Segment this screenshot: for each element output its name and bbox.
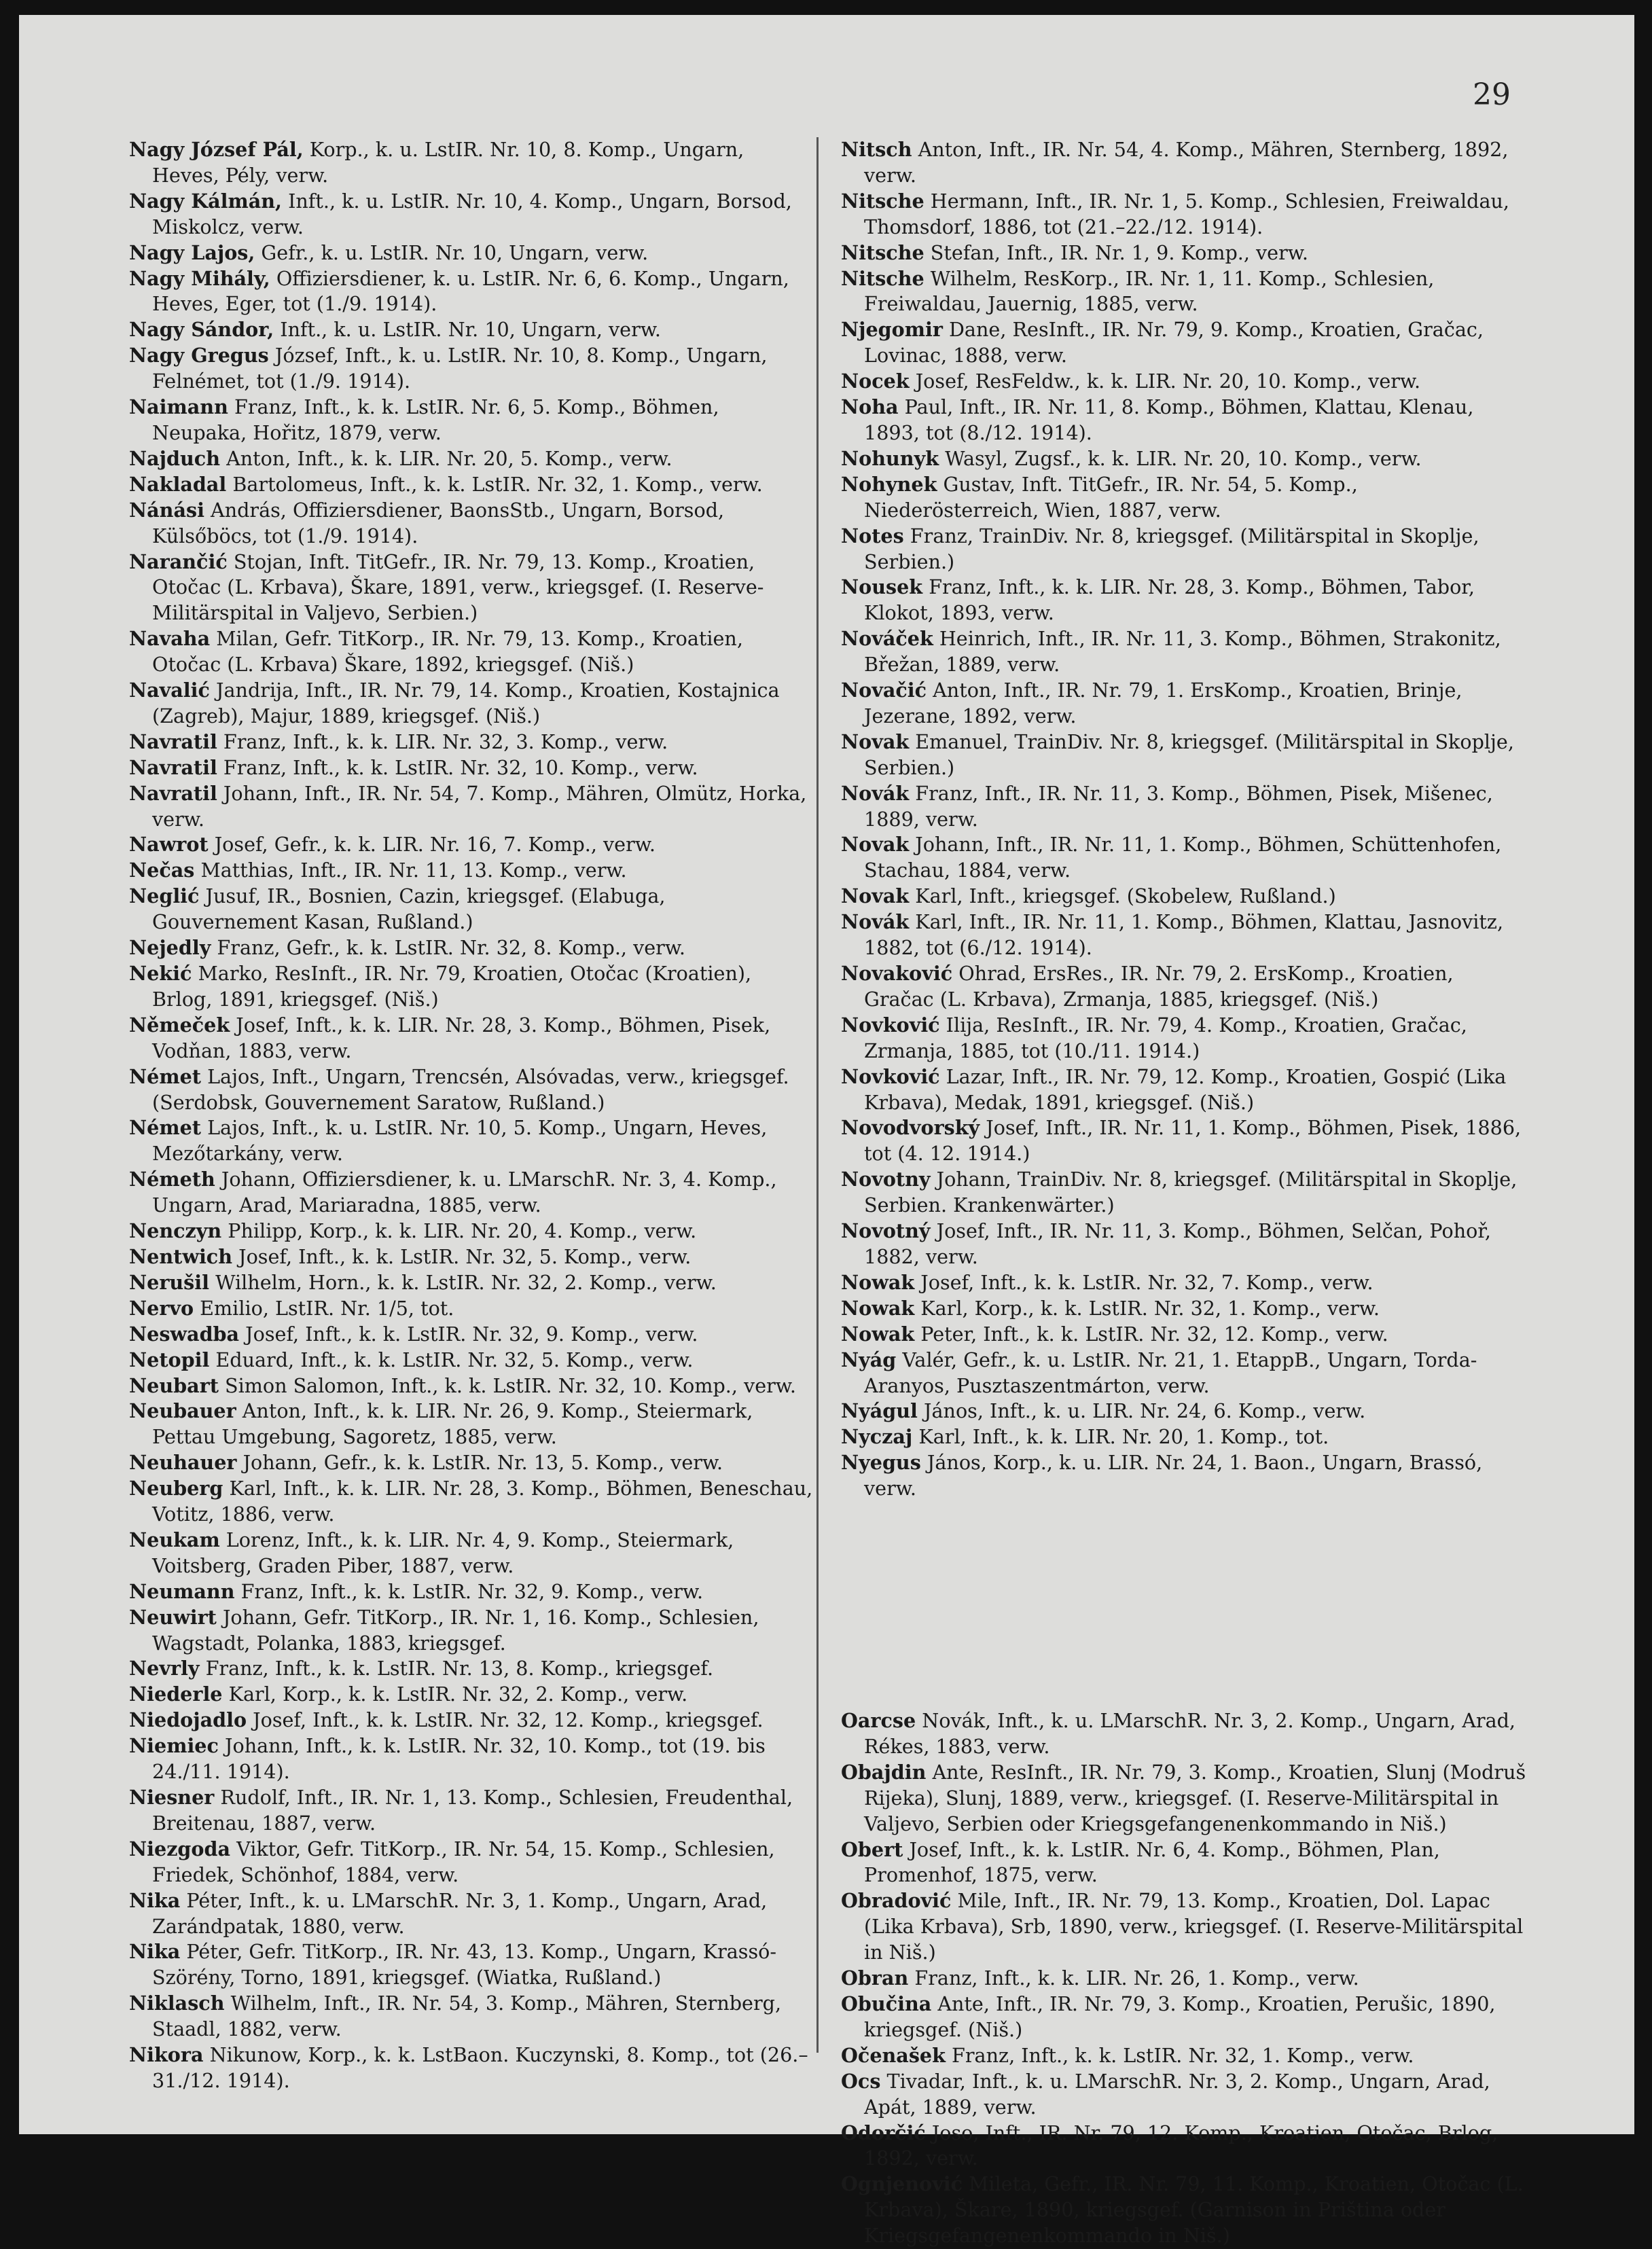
entry-surname: Nagy Gregus <box>129 344 269 367</box>
section-gap <box>841 1502 1528 1708</box>
entry-surname: Nowak <box>841 1322 915 1346</box>
entry-surname: Neuwirt <box>129 1605 217 1629</box>
list-entry <box>841 884 1528 910</box>
entry-details: Lorenz, Inft., k. k. LIR. Nr. 4, 9. Komp., Steiermark, Voitsberg, Graden Piber, 1887, verw. <box>152 1528 734 1577</box>
entry-surname: Nečas <box>129 859 195 882</box>
entry-details: Anton, Inft., IR. Nr. 54, 4. Komp., Mähren, Sternberg, 1892, verw. <box>864 138 1509 187</box>
list-entry <box>129 1399 816 1450</box>
entry-details: Wasyl, Zugsf., k. k. LIR. Nr. 20, 10. Komp., verw. <box>939 446 1422 470</box>
list-entry <box>841 137 1528 189</box>
list-entry <box>841 678 1528 730</box>
entry-details: Novák, Inft., k. u. LMarschR. Nr. 3, 2. Komp., Ungarn, Arad, Rékes, 1883, verw. <box>864 1709 1516 1758</box>
entry-surname: Nocek <box>841 370 910 393</box>
entry-details: Johann, TrainDiv. Nr. 8, kriegsgef. (Militärspital in Skoplje, Serbien. Krankenwärter.) <box>864 1168 1518 1217</box>
list-entry <box>841 626 1528 678</box>
list-entry <box>841 446 1528 472</box>
list-entry <box>129 1656 816 1682</box>
list-entry <box>129 961 816 1013</box>
list-entry <box>129 884 816 935</box>
entry-surname: Nawrot <box>129 833 209 857</box>
entry-details: Karl, Inft., IR. Nr. 11, 1. Komp., Böhmen, Klattau, Jasnovitz, 1882, tot (6./12. 1914). <box>864 910 1504 960</box>
list-entry <box>129 1270 816 1296</box>
list-entry <box>841 1424 1528 1450</box>
entry-surname: Nikora <box>129 2043 204 2067</box>
right-column-bottom <box>841 1708 1528 2249</box>
entry-surname: Njegomir <box>841 318 943 342</box>
list-entry <box>129 832 816 858</box>
entry-surname: Niezgoda <box>129 1837 231 1860</box>
right-column-top <box>841 137 1528 1502</box>
list-entry <box>129 1785 816 1837</box>
entry-surname: Navratil <box>129 781 217 805</box>
entry-details: Lajos, Inft., Ungarn, Trencsén, Alsóvadas, verw., kriegsgef. (Serdobsk, Gouvernement Saratow, Rußland.) <box>152 1064 789 1114</box>
list-entry <box>129 1579 816 1605</box>
list-entry <box>129 1888 816 1940</box>
entry-details: Milan, Gefr. TitKorp., IR. Nr. 79, 13. Komp., Kroatien, Otočac (L. Krbava) Škare, 1892, kriegsgef. (Niš.) <box>152 627 743 677</box>
entry-details: Jusuf, IR., Bosnien, Cazin, kriegsgef. (Elabuga, Gouvernement Kasan, Rußland.) <box>152 884 666 934</box>
entry-surname: Nika <box>129 1940 181 1964</box>
list-entry <box>841 1837 1528 1889</box>
entry-surname: Ocs <box>841 2069 881 2093</box>
list-entry <box>841 1013 1528 1064</box>
list-entry <box>129 755 816 781</box>
entry-surname: Niklasch <box>129 1992 225 2015</box>
list-entry <box>129 498 816 550</box>
list-entry <box>841 1966 1528 1992</box>
list-entry <box>841 575 1528 626</box>
list-entry <box>841 524 1528 575</box>
entry-surname: Novotny <box>841 1168 931 1191</box>
list-entry <box>129 730 816 755</box>
entry-surname: Neubart <box>129 1373 219 1397</box>
list-entry <box>841 1708 1528 1760</box>
list-entry <box>129 781 816 833</box>
entry-details: János, Korp., k. u. LIR. Nr. 24, 1. Baon., Ungarn, Brassó, verw. <box>864 1451 1483 1500</box>
entry-surname: Novodvorský <box>841 1116 980 1140</box>
entry-details: Wilhelm, Inft., IR. Nr. 54, 3. Komp., Mähren, Sternberg, Staadl, 1882, verw. <box>152 1992 782 2041</box>
list-entry <box>841 1064 1528 1116</box>
entry-details: Peter, Inft., k. k. LstIR. Nr. 32, 12. Komp., verw. <box>914 1322 1388 1346</box>
entry-details: Hermann, Inft., IR. Nr. 1, 5. Komp., Schlesien, Freiwaldau, Thomsdorf, 1886, tot (21.–22./12. 1914). <box>864 189 1510 238</box>
entry-details: Korp., k. u. LstIR. Nr. 10, 8. Komp., Ungarn, Heves, Pély, verw. <box>152 138 744 187</box>
entry-surname: Nánási <box>129 498 204 522</box>
entry-surname: Nyczaj <box>841 1425 913 1449</box>
entry-details: Josef, Inft., k. k. LIR. Nr. 28, 3. Komp., Böhmen, Pisek, Vodňan, 1883, verw. <box>152 1013 771 1062</box>
list-entry <box>129 189 816 240</box>
entry-surname: Oarcse <box>841 1709 916 1733</box>
entry-surname: Niederle <box>129 1683 223 1706</box>
entry-surname: Nevrly <box>129 1657 200 1680</box>
list-entry <box>841 2172 1528 2249</box>
list-entry <box>129 1244 816 1270</box>
entry-details: Franz, Inft., k. k. LIR. Nr. 28, 3. Komp., Böhmen, Tabor, Klokot, 1893, verw. <box>864 575 1475 625</box>
entry-surname: Novak <box>841 884 910 908</box>
entry-surname: Novak <box>841 730 910 753</box>
entry-details: Ohrad, ErsRes., IR. Nr. 79, 2. ErsKomp., Kroatien, Gračac (L. Krbava), Zrmanja, 1885, kriegsgef. (Niš.) <box>864 962 1454 1011</box>
entry-surname: Németh <box>129 1168 215 1191</box>
entry-surname: Nousek <box>841 575 923 599</box>
entry-surname: Niedojadlo <box>129 1708 247 1732</box>
entry-surname: Navalić <box>129 679 210 702</box>
entry-surname: Neukam <box>129 1528 220 1551</box>
entry-details: Mileta, Gefr., IR. Nr. 79, 11. Komp., Kroatien, Otočac (L. Krbava), Škare, 1890, kriegsgef. (Garnison in Priština oder Kriegsgefangenenkommando in Niš.) <box>864 2172 1524 2248</box>
entry-details: Lajos, Inft., k. u. LstIR. Nr. 10, 5. Komp., Ungarn, Heves, Mezőtarkány, verw. <box>152 1116 768 1166</box>
entry-surname: Obradović <box>841 1889 952 1913</box>
list-entry <box>129 550 816 627</box>
list-entry <box>129 935 816 961</box>
entry-details: Josef, Inft., IR. Nr. 11, 3. Komp., Böhmen, Selčan, Pohoř, 1882, verw. <box>864 1219 1491 1268</box>
entry-surname: Nerušil <box>129 1270 210 1294</box>
column-divider <box>816 137 819 2053</box>
entry-surname: Novačić <box>841 679 927 702</box>
entry-details: Eduard, Inft., k. k. LstIR. Nr. 32, 5. Komp., verw. <box>209 1348 694 1371</box>
entry-details: Tivadar, Inft., k. u. LMarschR. Nr. 3, 2. Komp., Ungarn, Arad, Apát, 1889, verw. <box>864 2069 1490 2119</box>
entry-surname: Nowak <box>841 1270 915 1294</box>
entry-surname: Nejedly <box>129 936 211 960</box>
entry-surname: Novak <box>841 833 910 857</box>
list-entry <box>129 1939 816 1991</box>
entry-surname: Novković <box>841 1064 940 1088</box>
entry-details: Viktor, Gefr. TitKorp., IR. Nr. 54, 15. Komp., Schlesien, Friedek, Schönhof, 1884, verw. <box>152 1837 775 1886</box>
entry-surname: Nekić <box>129 962 192 985</box>
entry-details: Ante, ResInft., IR. Nr. 79, 3. Komp., Kroatien, Slunj (Modruš Rijeka), Slunj, 1889, verw., kriegsgef. (I. Reserve-Militärspital in Valjevo, Serbien oder Kriegsgefangenenkommando in Niš.) <box>864 1760 1526 1835</box>
entry-details: Josef, Inft., k. k. LstIR. Nr. 32, 9. Komp., verw. <box>239 1322 698 1346</box>
entry-surname: Neuberg <box>129 1477 223 1500</box>
entry-surname: Nyág <box>841 1348 897 1371</box>
list-entry <box>841 730 1528 781</box>
entry-surname: Novák <box>841 910 910 934</box>
entry-surname: Nenczyn <box>129 1219 222 1243</box>
list-entry <box>841 832 1528 884</box>
entry-details: Jandrija, Inft., IR. Nr. 79, 14. Komp., Kroatien, Kostajnica (Zagreb), Majur, 1889, kriegsgef. (Niš.) <box>152 679 780 727</box>
page-number: 29 <box>1473 77 1511 112</box>
list-entry <box>129 472 816 498</box>
entry-surname: Novotný <box>841 1219 931 1243</box>
entry-surname: Neumann <box>129 1579 235 1603</box>
entry-details: Joso, Inft., IR. Nr. 79, 12. Komp., Kroatien, Otočac, Brlog, 1892, verw. <box>864 2121 1498 2170</box>
list-entry <box>129 1219 816 1244</box>
list-entry <box>129 1605 816 1657</box>
entry-details: Emilio, LstIR. Nr. 1/5, tot. <box>194 1296 454 1320</box>
entry-details: Franz, Inft., k. k. LstIR. Nr. 13, 8. Komp., kriegsgef. <box>199 1657 714 1680</box>
entry-surname: Narančić <box>129 550 228 573</box>
entry-details: Nikunow, Korp., k. k. LstBaon. Kuczynski, 8. Komp., tot (26.–31./12. 1914). <box>152 2043 808 2092</box>
entry-details: Karl, Korp., k. k. LstIR. Nr. 32, 2. Komp., verw. <box>222 1683 688 1706</box>
entry-details: Gustav, Inft. TitGefr., IR. Nr. 54, 5. Komp., Niederösterreich, Wien, 1887, verw. <box>864 472 1358 522</box>
entry-surname: Nitsche <box>841 266 924 290</box>
entry-details: Péter, Inft., k. u. LMarschR. Nr. 3, 1. Komp., Ungarn, Arad, Zarándpatak, 1880, verw. <box>152 1888 768 1938</box>
list-entry <box>841 1296 1528 1322</box>
entry-surname: Nagy József Pál, <box>129 138 304 161</box>
entry-surname: Nika <box>129 1888 181 1912</box>
entry-details: Simon Salomon, Inft., k. k. LstIR. Nr. 32, 10. Komp., verw. <box>218 1373 796 1397</box>
list-entry <box>129 240 816 266</box>
entry-surname: Obajdin <box>841 1760 927 1784</box>
list-entry <box>841 1167 1528 1219</box>
list-entry <box>129 1682 816 1708</box>
scanned-page <box>19 15 1634 2248</box>
entry-surname: Obran <box>841 1966 909 1990</box>
entry-details: Franz, Inft., k. k. LIR. Nr. 26, 1. Komp., verw. <box>908 1966 1359 1990</box>
entry-details: Rudolf, Inft., IR. Nr. 1, 13. Komp., Schlesien, Freudenthal, Breitenau, 1887, verw. <box>152 1786 793 1835</box>
entry-details: Stojan, Inft. TitGefr., IR. Nr. 79, 13. Komp., Kroatien, Otočac (L. Krbava), Škare, 1891, verw., kriegsgef. (I. Reserve-Militärspital in Valjevo, Serbien.) <box>152 550 764 625</box>
entry-surname: Nagy Kálmán, <box>129 189 282 213</box>
entry-surname: Notes <box>841 524 904 547</box>
entry-surname: Novák <box>841 781 910 805</box>
entry-surname: Nervo <box>129 1296 194 1320</box>
entry-surname: Nitsch <box>841 138 912 161</box>
entry-surname: Noha <box>841 395 899 419</box>
entry-details: Josef, Inft., k. k. LstIR. Nr. 32, 5. Komp., verw. <box>232 1244 692 1268</box>
list-entry <box>841 1219 1528 1270</box>
list-entry <box>841 395 1528 446</box>
entry-details: Philipp, Korp., k. k. LIR. Nr. 20, 4. Komp., verw. <box>221 1219 697 1243</box>
entry-surname: Nakladal <box>129 472 227 496</box>
entry-details: András, Offiziersdiener, BaonsStb., Ungarn, Borsod, Külsőböcs, tot (1./9. 1914). <box>152 498 725 547</box>
entry-details: Josef, Inft., k. k. LstIR. Nr. 32, 12. Komp., kriegsgef. <box>247 1708 764 1732</box>
entry-surname: Nagy Mihály, <box>129 266 270 290</box>
entry-surname: Nohynek <box>841 472 937 496</box>
entry-surname: Novković <box>841 1013 940 1037</box>
list-entry <box>841 2069 1528 2121</box>
entry-details: Franz, Inft., k. k. LIR. Nr. 32, 3. Komp., verw. <box>217 730 668 753</box>
entry-details: Franz, Inft., k. k. LstIR. Nr. 32, 1. Komp., verw. <box>945 2043 1414 2067</box>
entry-surname: Nitsche <box>841 189 924 213</box>
entry-details: Ante, Inft., IR. Nr. 79, 3. Komp., Kroatien, Perušic, 1890, kriegsgef. (Niš.) <box>864 1992 1496 2041</box>
entry-details: Johann, Inft., IR. Nr. 54, 7. Komp., Mähren, Olmütz, Horka, verw. <box>152 781 807 831</box>
entry-surname: Nagy Sándor, <box>129 318 274 342</box>
list-entry <box>841 1992 1528 2043</box>
list-entry <box>129 1373 816 1399</box>
list-entry <box>841 240 1528 266</box>
list-entry <box>129 1708 816 1733</box>
entry-details: Josef, Inft., k. k. LstIR. Nr. 32, 7. Komp., verw. <box>914 1270 1373 1294</box>
list-entry <box>129 1013 816 1064</box>
entry-details: Ilija, ResInft., IR. Nr. 79, 4. Komp., Kroatien, Gračac, Zrmanja, 1885, tot (10./11. 1914.) <box>864 1013 1467 1062</box>
list-entry <box>841 266 1528 318</box>
entry-details: Karl, Inft., k. k. LIR. Nr. 20, 1. Komp., tot. <box>912 1425 1329 1449</box>
entry-surname: Niemiec <box>129 1734 219 1758</box>
list-entry <box>841 1322 1528 1348</box>
list-entry <box>841 2121 1528 2172</box>
entry-details: Dane, ResInft., IR. Nr. 79, 9. Komp., Kroatien, Gračac, Lovinac, 1888, verw. <box>864 318 1484 367</box>
list-entry <box>841 472 1528 524</box>
entry-details: Anton, Inft., k. k. LIR. Nr. 26, 9. Komp., Steiermark, Pettau Umgebung, Sagoretz, 1885, verw. <box>152 1399 753 1449</box>
list-entry <box>841 317 1528 369</box>
entry-details: Anton, Inft., k. k. LIR. Nr. 20, 5. Komp., verw. <box>220 446 672 470</box>
entry-details: Karl, Inft., k. k. LIR. Nr. 28, 3. Komp., Böhmen, Beneschau, Votitz, 1886, verw. <box>152 1477 813 1526</box>
left-column <box>129 137 816 2094</box>
entry-details: Lazar, Inft., IR. Nr. 79, 12. Komp., Kroatien, Gospić (Lika Krbava), Medak, 1891, kriegsgef. (Niš.) <box>864 1064 1507 1114</box>
list-entry <box>841 1888 1528 1966</box>
entry-details: Johann, Inft., IR. Nr. 11, 1. Komp., Böhmen, Schüttenhofen, Stachau, 1884, verw. <box>864 833 1502 882</box>
entry-details: Johann, Gefr., k. k. LstIR. Nr. 13, 5. Komp., verw. <box>236 1451 723 1475</box>
entry-surname: Neswadba <box>129 1322 240 1346</box>
entry-surname: Német <box>129 1116 201 1140</box>
entry-details: Inft., k. u. LstIR. Nr. 10, Ungarn, verw. <box>274 318 661 342</box>
entry-surname: Neubauer <box>129 1399 236 1423</box>
entry-details: Karl, Inft., kriegsgef. (Skobelew, Rußland.) <box>909 884 1336 908</box>
entry-surname: Obert <box>841 1837 903 1861</box>
entry-details: Josef, Inft., k. k. LstIR. Nr. 6, 4. Komp., Böhmen, Plan, Promenhof, 1875, verw. <box>864 1837 1440 1887</box>
entry-details: Franz, TrainDiv. Nr. 8, kriegsgef. (Militärspital in Skoplje, Serbien.) <box>864 524 1479 573</box>
entry-details: Valér, Gefr., k. u. LstIR. Nr. 21, 1. EtappB., Ungarn, Torda-Aranyos, Pusztaszentmárton, verw. <box>864 1348 1477 1397</box>
entry-details: János, Inft., k. u. LIR. Nr. 24, 6. Komp., verw. <box>917 1399 1366 1423</box>
list-entry <box>841 1760 1528 1837</box>
entry-surname: Navaha <box>129 627 211 651</box>
list-entry <box>129 1167 816 1219</box>
list-entry <box>129 1064 816 1116</box>
list-entry <box>129 1348 816 1373</box>
right-column <box>841 137 1528 2249</box>
list-entry <box>841 1270 1528 1296</box>
entry-surname: Navratil <box>129 755 217 779</box>
entry-details: Franz, Inft., k. k. LstIR. Nr. 32, 10. Komp., verw. <box>217 755 698 779</box>
entry-details: Karl, Korp., k. k. LstIR. Nr. 32, 1. Komp., verw. <box>914 1296 1380 1320</box>
entry-surname: Navratil <box>129 730 217 753</box>
list-entry <box>129 626 816 678</box>
list-entry <box>129 446 816 472</box>
entry-surname: Naimann <box>129 395 228 419</box>
entry-details: Josef, Inft., IR. Nr. 11, 1. Komp., Böhmen, Pisek, 1886, tot (4. 12. 1914.) <box>864 1116 1522 1166</box>
entry-surname: Novaković <box>841 962 953 985</box>
list-entry <box>841 2043 1528 2069</box>
entry-surname: Obučina <box>841 1992 932 2015</box>
entry-details: Franz, Gefr., k. k. LstIR. Nr. 32, 8. Komp., verw. <box>211 936 686 960</box>
entry-details: Péter, Gefr. TitKorp., IR. Nr. 43, 13. Komp., Ungarn, Krassó-Szörény, Torno, 1891, kriegsgef. (Wiatka, Rußland.) <box>152 1940 777 1990</box>
entry-surname: Očenašek <box>841 2043 946 2067</box>
entry-details: Emanuel, TrainDiv. Nr. 8, kriegsgef. (Militärspital in Skoplje, Serbien.) <box>864 730 1514 779</box>
entry-details: Offiziersdiener, k. u. LstIR. Nr. 6, 6. Komp., Ungarn, Heves, Eger, tot (1./9. 1914). <box>152 266 789 316</box>
entry-surname: Neglić <box>129 884 200 908</box>
entry-details: Stefan, Inft., IR. Nr. 1, 9. Komp., verw. <box>924 240 1308 264</box>
entry-surname: Nitsche <box>841 240 924 264</box>
entry-details: Bartolomeus, Inft., k. k. LstIR. Nr. 32, 1. Komp., verw. <box>226 472 763 496</box>
entry-details: Paul, Inft., IR. Nr. 11, 8. Komp., Böhmen, Klattau, Klenau, 1893, tot (8./12. 1914). <box>864 395 1474 444</box>
entry-details: Johann, Offiziersdiener, k. u. LMarschR. Nr. 3, 4. Komp., Ungarn, Arad, Mariaradna, 1885, verw. <box>152 1168 777 1217</box>
entry-details: József, Inft., k. u. LstIR. Nr. 10, 8. Komp., Ungarn, Felnémet, tot (1./9. 1914). <box>152 344 768 393</box>
entry-details: Matthias, Inft., IR. Nr. 11, 13. Komp., verw. <box>194 859 627 882</box>
list-entry <box>841 1115 1528 1167</box>
list-entry <box>841 961 1528 1013</box>
entry-surname: Ognjenović <box>841 2172 963 2196</box>
list-entry <box>129 1837 816 1888</box>
list-entry <box>129 343 816 395</box>
list-entry <box>129 1322 816 1348</box>
entry-surname: Němeček <box>129 1013 230 1037</box>
list-entry <box>129 858 816 884</box>
list-entry <box>129 1450 816 1476</box>
entry-surname: Német <box>129 1064 201 1088</box>
entry-surname: Neuhauer <box>129 1451 237 1475</box>
entry-details: Johann, Gefr. TitKorp., IR. Nr. 1, 16. Komp., Schlesien, Wagstadt, Polanka, 1883, kriegsgef. <box>152 1605 759 1655</box>
list-entry <box>129 1733 816 1785</box>
list-entry <box>129 395 816 446</box>
entry-surname: Nowak <box>841 1296 915 1320</box>
entry-surname: Nentwich <box>129 1244 233 1268</box>
entry-details: Franz, Inft., IR. Nr. 11, 3. Komp., Böhmen, Pisek, Mišenec, 1889, verw. <box>864 781 1493 831</box>
entry-details: Josef, Gefr., k. k. LIR. Nr. 16, 7. Komp., verw. <box>208 833 656 857</box>
entry-details: Wilhelm, ResKorp., IR. Nr. 1, 11. Komp., Schlesien, Freiwaldau, Jauernig, 1885, verw. <box>864 266 1435 316</box>
list-entry <box>841 1450 1528 1502</box>
entry-surname: Nohunyk <box>841 446 939 470</box>
list-entry <box>841 1348 1528 1399</box>
entry-surname: Nyegus <box>841 1451 921 1475</box>
list-entry <box>129 2043 816 2094</box>
entry-surname: Nyágul <box>841 1399 918 1423</box>
list-entry <box>129 1991 816 2043</box>
entry-details: Anton, Inft., IR. Nr. 79, 1. ErsKomp., Kroatien, Brinje, Jezerane, 1892, verw. <box>864 679 1462 727</box>
list-entry <box>841 189 1528 240</box>
list-entry <box>841 369 1528 395</box>
entry-details: Wilhelm, Horn., k. k. LstIR. Nr. 32, 2. Komp., verw. <box>209 1270 717 1294</box>
entry-surname: Netopil <box>129 1348 210 1371</box>
list-entry <box>129 1476 816 1528</box>
entry-details: Mile, Inft., IR. Nr. 79, 13. Komp., Kroatien, Dol. Lapac (Lika Krbava), Srb, 1890, verw., kriegsgef. (I. Reserve-Militärspital in Niš.) <box>864 1889 1524 1964</box>
list-entry <box>129 137 816 189</box>
list-entry <box>129 266 816 318</box>
entry-surname: Nagy Lajos, <box>129 240 255 264</box>
entry-surname: Nováček <box>841 627 933 651</box>
entry-details: Josef, ResFeldw., k. k. LIR. Nr. 20, 10. Komp., verw. <box>909 370 1421 393</box>
list-entry <box>129 1296 816 1322</box>
entry-details: Heinrich, Inft., IR. Nr. 11, 3. Komp., Böhmen, Strakonitz, Břežan, 1889, verw. <box>864 627 1501 677</box>
list-entry <box>841 910 1528 961</box>
list-entry <box>841 1399 1528 1424</box>
entry-details: Gefr., k. u. LstIR. Nr. 10, Ungarn, verw. <box>255 240 649 264</box>
entry-details: Franz, Inft., k. k. LstIR. Nr. 6, 5. Komp., Böhmen, Neupaka, Hořitz, 1879, verw. <box>152 395 719 444</box>
entry-details: Johann, Inft., k. k. LstIR. Nr. 32, 10. Komp., tot (19. bis 24./11. 1914). <box>152 1734 766 1784</box>
entry-details: Marko, ResInft., IR. Nr. 79, Kroatien, Otočac (Kroatien), Brlog, 1891, kriegsgef. (Niš.) <box>152 962 752 1011</box>
list-entry <box>129 1528 816 1579</box>
entry-surname: Najduch <box>129 446 220 470</box>
list-entry <box>129 317 816 343</box>
entry-surname: Niesner <box>129 1786 215 1809</box>
list-entry <box>129 1115 816 1167</box>
entry-surname: Odorčić <box>841 2121 926 2144</box>
list-entry <box>841 781 1528 833</box>
entry-details: Franz, Inft., k. k. LstIR. Nr. 32, 9. Komp., verw. <box>234 1579 704 1603</box>
entry-details: Inft., k. u. LstIR. Nr. 10, 4. Komp., Ungarn, Borsod, Miskolcz, verw. <box>152 189 792 238</box>
list-entry <box>129 678 816 730</box>
